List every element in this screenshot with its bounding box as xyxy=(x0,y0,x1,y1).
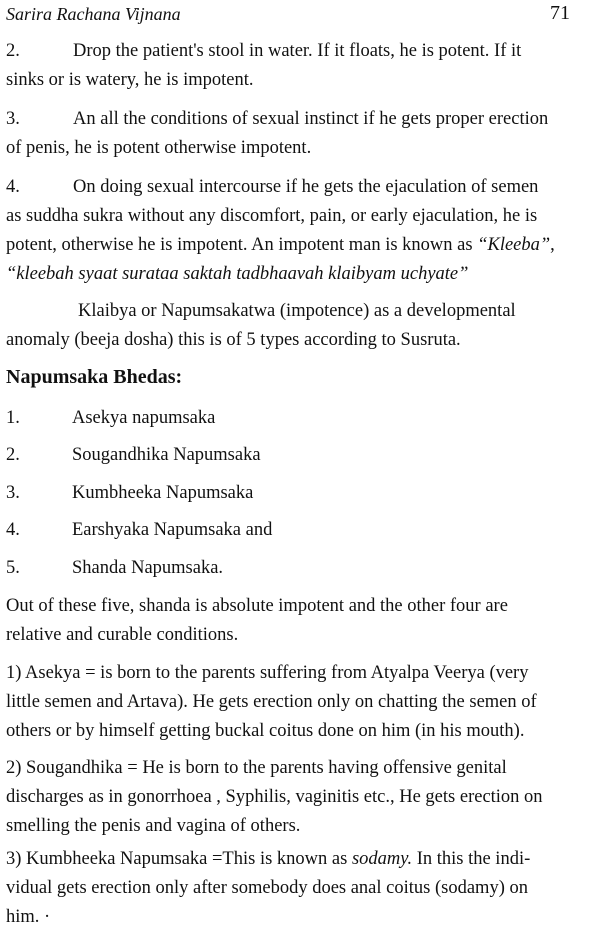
paragraph-number: 3. xyxy=(6,109,20,129)
paragraph-line: little semen and Artava). He gets erection only on chatting the semen of xyxy=(6,692,537,712)
paragraph-4 xyxy=(6,173,592,289)
paragraph-text: , xyxy=(550,235,555,255)
paragraph-text: potent, otherwise he is impotent. An impotent man is known as xyxy=(6,235,478,255)
definition-kumbheeka xyxy=(6,845,592,932)
list-item xyxy=(6,441,261,470)
sanskrit-quote: “kleebah syaat surataa saktah tadbhaavah klaibyam uchyate” xyxy=(6,264,469,284)
list-item xyxy=(6,404,215,433)
section-heading: Napumsaka Bhedas: xyxy=(6,366,183,388)
paragraph-text: 3) Kumbheeka Napumsaka =This is known as xyxy=(6,849,352,869)
paragraph-line: relative and curable conditions. xyxy=(6,625,239,645)
paragraph-line: him. · xyxy=(6,907,51,927)
paragraph-line: smelling the penis and vagina of others. xyxy=(6,816,301,836)
paragraph-line: An all the conditions of sexual instinct if he gets proper erection xyxy=(73,109,549,129)
paragraph-line: Klaibya or Napumsakatwa (impotence) as a developmental xyxy=(78,301,516,321)
paragraph-line: of penis, he is potent otherwise impotent. xyxy=(6,138,312,158)
summary-paragraph xyxy=(6,592,592,650)
paragraph-line: others or by himself getting buckal coitus done on him (in his mouth). xyxy=(6,721,525,741)
list-label: Shanda Napumsaka. xyxy=(72,558,224,578)
paragraph-line: Drop the patient's stool in water. If it floats, he is potent. If it xyxy=(73,41,522,61)
paragraph-line: vidual gets erection only after somebody does anal coitus (sodamy) on xyxy=(6,878,528,898)
list-label: Asekya napumsaka xyxy=(72,408,216,428)
list-number: 3. xyxy=(6,483,20,503)
paragraph-number: 4. xyxy=(6,177,20,197)
paragraph-line xyxy=(6,845,592,874)
paragraph-line: On doing sexual intercourse if he gets the ejaculation of semen xyxy=(73,177,539,197)
paragraph-3 xyxy=(6,105,592,163)
list-number: 4. xyxy=(6,520,20,540)
list-number: 2. xyxy=(6,445,20,465)
intro-paragraph xyxy=(6,297,592,355)
list-item xyxy=(6,516,272,545)
paragraph-text: In this the indi- xyxy=(412,849,531,869)
list-item xyxy=(6,554,223,583)
list-label: Kumbheeka Napumsaka xyxy=(72,483,254,503)
paragraph-line xyxy=(6,231,592,260)
definition-sougandhika xyxy=(6,754,592,841)
paragraph-line: 1) Asekya = is born to the parents suffering from Atyalpa Veerya (very xyxy=(6,663,529,683)
sodamy-term: sodamy. xyxy=(351,849,413,869)
paragraph-number: 2. xyxy=(6,41,20,61)
kleeba-term: “Kleeba” xyxy=(477,235,551,255)
list-item xyxy=(6,479,253,508)
paragraph-line: sinks or is watery, he is impotent. xyxy=(6,70,254,90)
paragraph-2 xyxy=(6,37,592,95)
list-number: 5. xyxy=(6,558,20,578)
paragraph-line: as suddha sukra without any discomfort, pain, or early ejaculation, he is xyxy=(6,206,538,226)
paragraph-line: anomaly (beeja dosha) this is of 5 types according to Susruta. xyxy=(6,330,461,350)
list-label: Earshyaka Napumsaka and xyxy=(72,520,273,540)
paragraph-line: Out of these five, shanda is absolute impotent and the other four are xyxy=(6,596,508,616)
list-label: Sougandhika Napumsaka xyxy=(72,445,261,465)
page-number: 71 xyxy=(550,2,570,24)
paragraph-line: 2) Sougandhika = He is born to the parents having offensive genital xyxy=(6,758,507,778)
definition-asekya xyxy=(6,659,592,746)
running-head-title: Sarira Rachana Vijnana xyxy=(6,4,181,24)
paragraph-line: discharges as in gonorrhoea , Syphilis, vaginitis etc., He gets erection on xyxy=(6,787,543,807)
list-number: 1. xyxy=(6,408,20,428)
